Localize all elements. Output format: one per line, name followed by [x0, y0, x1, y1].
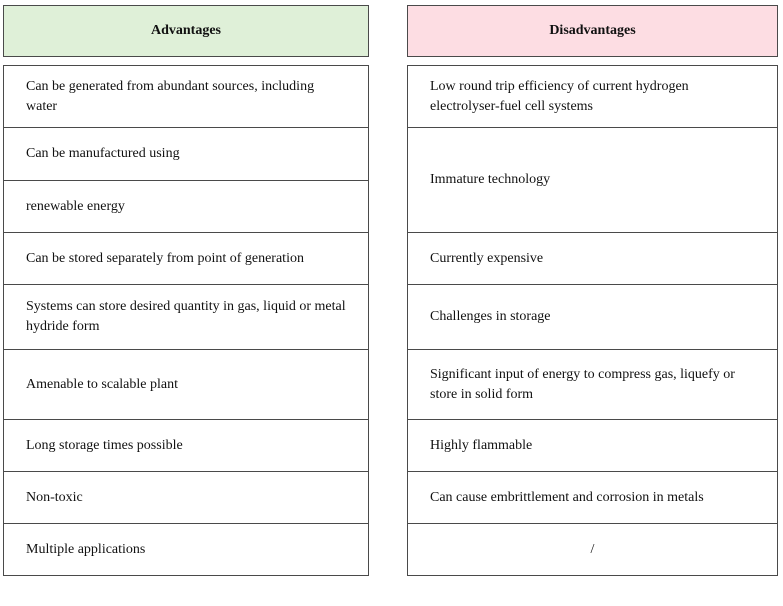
- advantage-cell: Can be stored separately from point of generation: [4, 232, 368, 284]
- advantage-cell: Amenable to scalable plant: [4, 349, 368, 419]
- advantage-cell: Can be generated from abundant sources, including water: [26, 78, 315, 114]
- disadvantage-cell: Highly flammable: [408, 419, 777, 471]
- advantage-cell: Long storage times possible: [4, 419, 368, 471]
- disadvantage-cell: Immature technology: [408, 127, 777, 232]
- advantage-cell: renewable energy: [4, 180, 368, 232]
- advantages-column: [3, 5, 369, 576]
- advantages-table: [3, 65, 369, 576]
- disadvantage-cell: /: [408, 523, 777, 575]
- advantage-cell: Non-toxic: [4, 471, 368, 523]
- advantage-cell: Multiple applications: [4, 523, 368, 575]
- advantage-cell: Can be manufactured using: [4, 127, 368, 180]
- disadvantage-cell: Challenges in storage: [408, 284, 777, 349]
- disadvantage-cell: Currently expensive: [408, 232, 777, 284]
- disadvantages-table: [407, 65, 778, 576]
- disadvantage-cell: Can cause embrittlement and corrosion in metals: [408, 471, 777, 523]
- disadvantages-header: Disadvantages: [407, 5, 778, 57]
- disadvantages-column: [407, 5, 778, 576]
- disadvantage-cell: Low round trip efficiency of current hydrogen electrolyser-fuel cell systems: [430, 78, 689, 114]
- disadvantage-cell: Significant input of energy to compress gas, liquefy or store in solid form: [408, 349, 777, 419]
- advantage-cell: Systems can store desired quantity in gas, liquid or metal hydride form: [4, 284, 368, 349]
- advantages-header: Advantages: [3, 5, 369, 57]
